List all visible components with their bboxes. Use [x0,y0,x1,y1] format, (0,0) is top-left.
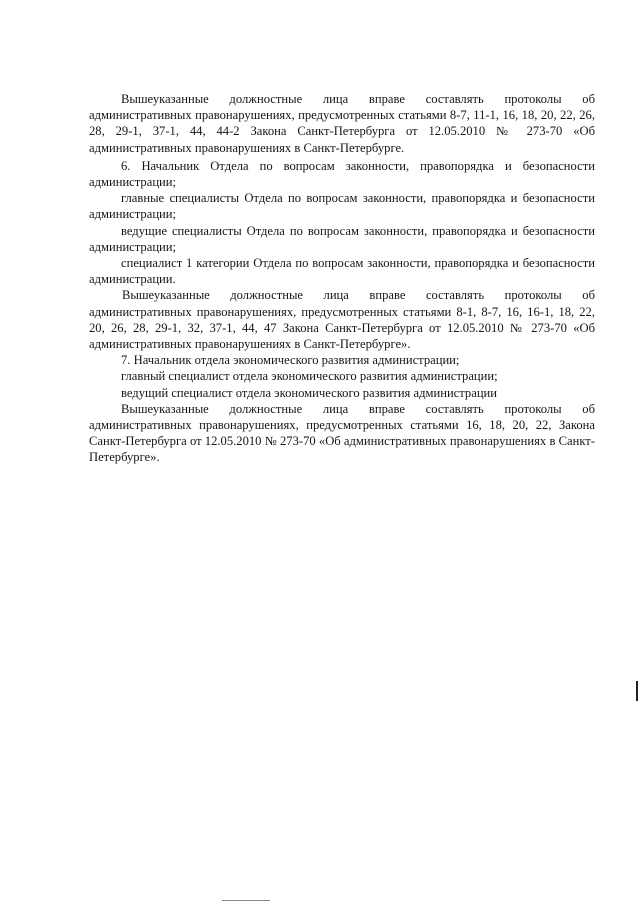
paragraph-chief-specialist-economy: главный специалист отдела экономического развития администрации; [121,369,498,384]
paragraph-authority-list-2: Вышеуказанные должностные лица вправе составлять протоколы об административных правонарушениях, предусмотренных статьями 8-1, 8-7, 16, 16-1, 18, 22, 20, 26, 28, 29-1, 32, 37-1, 44, 47 Закона Санкт-Петербурга от 12.05.2010 № 273-70 «Об административных правонарушениях в Санкт-Петербурге». [89,288,595,352]
paragraph-item-6-head: 6. Начальник Отдела по вопросам законности, правопорядка и безопасности администрации; [89,158,595,190]
scan-edge-mark [636,681,638,701]
paragraph-authority-list-3: Вышеуказанные должностные лица вправе составлять протоколы об административных правонарушениях, предусмотренных статьями 16, 18, 20, 22, Закона Санкт-Петербурга от 12.05.2010 № 273-70 «Об административных правонарушениях в Санкт-Петербурге». [89,401,595,465]
paragraph-leading-specialist-economy: ведущий специалист отдела экономического развития администрации [121,385,498,400]
paragraph-leading-specialists-legality: ведущие специалисты Отдела по вопросам законности, правопорядка и безопасности администрации; [89,223,595,254]
paragraph-item-7-head: 7. Начальник отдела экономического развития администрации; [121,353,460,368]
scan-bottom-mark [222,900,270,901]
paragraph-category-1-specialist: специалист 1 категории Отдела по вопросам законности, правопорядка и безопасности администрации. [89,256,595,287]
document-body [89,91,595,466]
paragraph-chief-specialists-legality: главные специалисты Отдела по вопросам законности, правопорядка и безопасности администрации; [89,191,595,222]
paragraph-authority-list-1: Вышеуказанные должностные лица вправе составлять протоколы об административных правонарушениях, предусмотренных статьями 8-7, 11-1, 16, 18, 20, 22, 26, 28, 29-1, 37-1, 44, 44-2 Закона Санкт-Петербурга от 12.05.2010 № 273-70 «Об административных правонарушениях в Санкт-Петербурге. [89,92,595,155]
